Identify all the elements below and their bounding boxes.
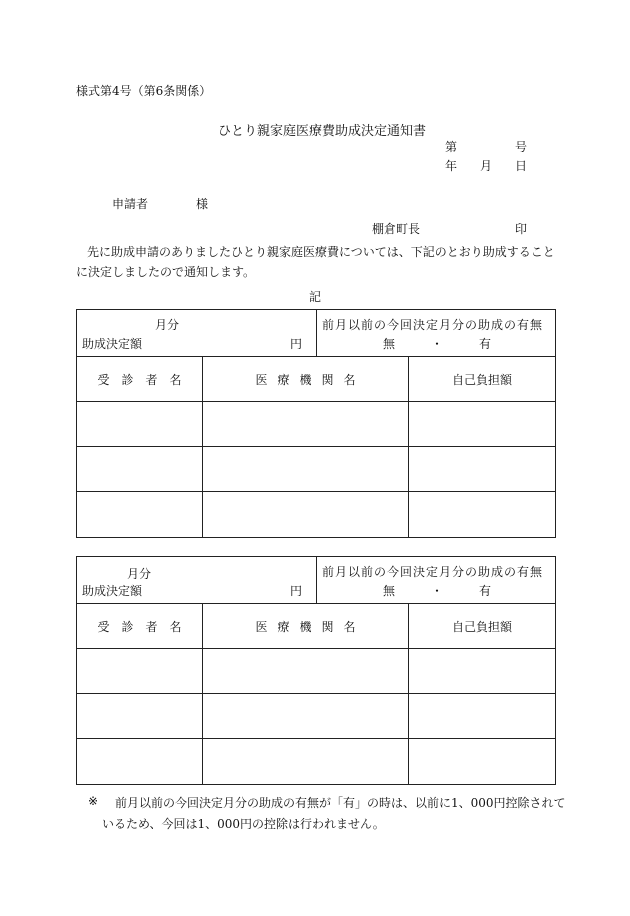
applicant-honorific: 様 [196, 197, 209, 211]
table-cell [409, 739, 555, 784]
table-cell [203, 649, 409, 694]
prior-none: 無 [383, 584, 396, 598]
issuer-name: 棚倉町長 [372, 222, 421, 236]
column-header-institution: 医療機関名 [203, 357, 409, 402]
column-header-institution: 医療機関名 [203, 604, 409, 649]
decision-table-2 [76, 556, 556, 785]
table-cell [77, 739, 203, 784]
note-line-2: いるため、今回は1、000円の控除は行われません。 [102, 817, 385, 831]
yen-label: 円 [290, 584, 303, 598]
table-cell [77, 447, 203, 492]
date-year: 年 [445, 159, 458, 173]
amount-label: 助成決定額 [82, 337, 143, 351]
prior-yes: 有 [479, 584, 492, 598]
prior-dot: ・ [431, 584, 444, 598]
amount-label: 助成決定額 [82, 584, 143, 598]
date-month: 月 [480, 159, 493, 173]
month-label: 月分 [155, 318, 180, 332]
document-title: ひとり親家庭医療費助成決定通知書 [218, 124, 427, 139]
prior-label: 前月以前の今回決定月分の助成の有無 [322, 318, 544, 332]
ki-heading: 記 [309, 290, 322, 304]
column-header-patient: 受診者名 [77, 604, 203, 649]
detail-grid [77, 604, 555, 784]
table-cell [203, 492, 409, 537]
table-cell [409, 492, 555, 537]
note-line-1: 前月以前の今回決定月分の助成の有無が「有」の時は、以前に1、000円控除されて [115, 796, 566, 810]
number-prefix: 第 [445, 140, 458, 154]
column-header-copay: 自己負担額 [409, 604, 555, 649]
table-cell [77, 492, 203, 537]
table-header [77, 557, 555, 604]
table-header [77, 310, 555, 357]
form-number: 様式第4号（第6条関係） [76, 84, 212, 98]
body-line-1: 先に助成申請のありましたひとり親家庭医療費については、下記のとおり助成すること [87, 245, 555, 259]
month-label: 月分 [127, 567, 152, 581]
prior-dot: ・ [431, 337, 444, 351]
table-cell [203, 402, 409, 447]
table-cell [77, 402, 203, 447]
table-cell [409, 402, 555, 447]
detail-grid [77, 357, 555, 537]
table-cell [409, 649, 555, 694]
date-day: 日 [515, 159, 528, 173]
table-cell [203, 694, 409, 739]
table-cell [409, 694, 555, 739]
month-amount-cell [77, 557, 317, 603]
table-cell [203, 447, 409, 492]
note-mark: ※ [88, 794, 99, 808]
yen-label: 円 [290, 337, 303, 351]
table-cell [409, 447, 555, 492]
prior-yes: 有 [479, 337, 492, 351]
seal-mark: 印 [515, 222, 528, 236]
prior-label: 前月以前の今回決定月分の助成の有無 [322, 565, 544, 579]
table-cell [203, 739, 409, 784]
column-header-copay: 自己負担額 [409, 357, 555, 402]
table-cell [77, 649, 203, 694]
column-header-patient: 受診者名 [77, 357, 203, 402]
prior-none: 無 [383, 337, 396, 351]
body-line-2: に決定しましたので通知します。 [76, 265, 256, 279]
applicant-label: 申請者 [112, 197, 149, 211]
number-suffix: 号 [515, 140, 528, 154]
decision-table-1 [76, 309, 556, 538]
month-amount-cell [77, 310, 317, 356]
table-cell [77, 694, 203, 739]
